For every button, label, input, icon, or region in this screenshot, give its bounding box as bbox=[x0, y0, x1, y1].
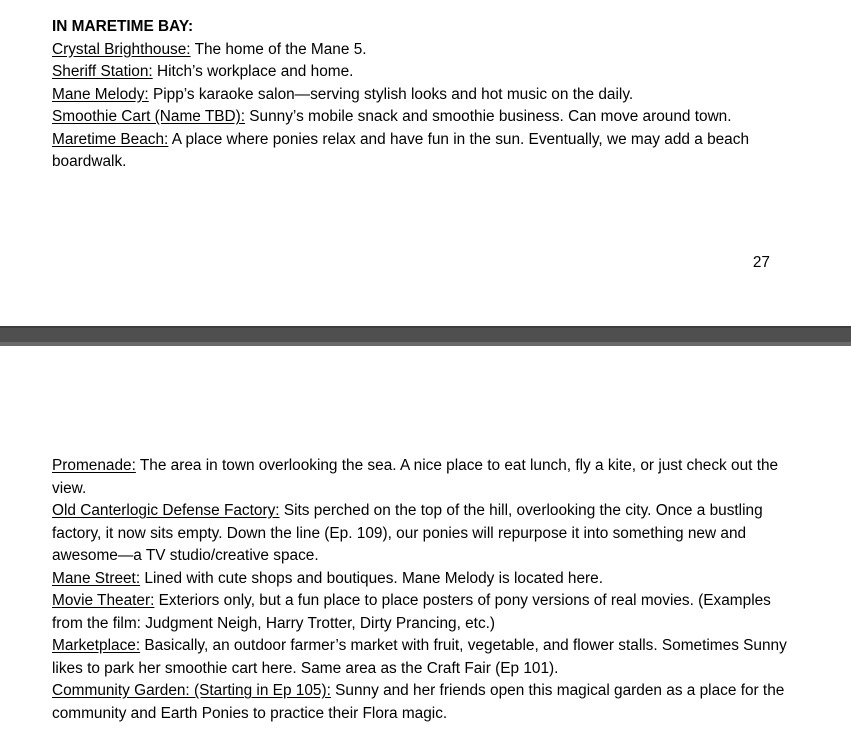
location-entry-mane-melody bbox=[52, 84, 792, 107]
page-number: 27 bbox=[752, 254, 770, 271]
location-description: Pipp’s karaoke salon—serving stylish looks and hot music on the daily. bbox=[148, 85, 634, 103]
location-description: Sunny’s mobile snack and smoothie business. Can move around town. bbox=[245, 108, 732, 125]
location-description: Sunny and her friends open this magical garden as a place for the community and Earth Ponies to practice their Flora magic. bbox=[52, 682, 785, 722]
location-label: Movie Theater: bbox=[52, 592, 155, 609]
location-entry-mane-street bbox=[52, 568, 792, 591]
location-entry-community-garden bbox=[52, 680, 792, 725]
location-label: Community Garden: (Starting in Ep 105): bbox=[52, 682, 331, 699]
location-description: Exteriors only, but a fun place to place posters of pony versions of real movies. (Examples from the film: Judgment Neigh, Harry Trotter, Dirty Prancing, etc.) bbox=[52, 592, 771, 632]
location-description: The home of the Mane 5. bbox=[190, 40, 367, 58]
location-entry-promenade bbox=[52, 455, 792, 500]
location-description: Hitch’s workplace and home. bbox=[152, 63, 354, 80]
location-entry-sheriff-station bbox=[52, 61, 792, 84]
location-entry-maretime-beach bbox=[52, 129, 792, 174]
location-description: Sits perched on the top of the hill, overlooking the city. Once a bustling factory, it now sits empty. Down the line (Ep. 109), our ponies will repurpose it into something new and awesome—a TV studio/creative space. bbox=[52, 502, 763, 564]
page-bottom-content bbox=[52, 455, 792, 725]
page-top-content bbox=[52, 16, 792, 174]
section-heading: IN MARETIME BAY: bbox=[52, 18, 194, 35]
page-separator bbox=[0, 326, 851, 346]
location-label: Marketplace: bbox=[52, 637, 141, 654]
location-label: Smoothie Cart (Name TBD): bbox=[52, 108, 246, 125]
location-entry-canterlogic-factory bbox=[52, 500, 792, 568]
location-label: Old Canterlogic Defense Factory: bbox=[52, 502, 280, 519]
location-description: Basically, an outdoor farmer’s market with fruit, vegetable, and flower stalls. Sometimes Sunny likes to park her smoothie cart here. Same area as the Craft Fair (Ep 101). bbox=[52, 637, 787, 677]
location-entry-smoothie-cart bbox=[52, 106, 792, 129]
location-label: Sheriff Station: bbox=[52, 63, 153, 80]
location-label: Crystal Brighthouse: bbox=[52, 40, 191, 58]
location-description: Lined with cute shops and boutiques. Mane Melody is located here. bbox=[140, 569, 603, 587]
location-description: A place where ponies relax and have fun in the sun. Eventually, we may add a beach boardwalk. bbox=[52, 130, 750, 170]
location-entry-crystal-brighthouse bbox=[52, 39, 792, 62]
location-description: The area in town overlooking the sea. A nice place to eat lunch, fly a kite, or just check out the view. bbox=[52, 457, 779, 497]
location-label: Promenade: bbox=[52, 457, 136, 474]
location-entry-marketplace bbox=[52, 635, 792, 680]
location-label: Mane Melody: bbox=[52, 85, 149, 103]
location-entry-movie-theater bbox=[52, 590, 792, 635]
location-label: Mane Street: bbox=[52, 569, 141, 587]
location-label: Maretime Beach: bbox=[52, 130, 169, 148]
